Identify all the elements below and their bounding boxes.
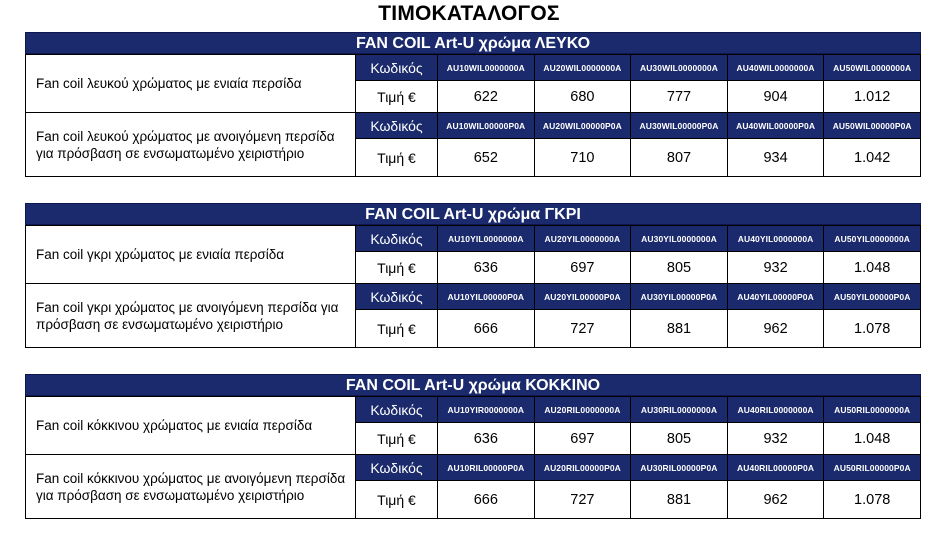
product-price: 962 [727,481,824,519]
table-row [26,284,921,310]
product-code: AU20RIL0000000A [534,397,631,423]
product-price: 697 [534,423,631,455]
product-code: AU40RIL00000P0A [727,455,824,481]
product-code: AU10WIL00000P0A [438,113,535,139]
product-price: 636 [438,423,535,455]
product-price: 636 [438,252,535,284]
product-price: 805 [631,423,728,455]
price-label: Τιμή € [356,310,438,348]
product-description: Fan coil κόκκινου χρώματος με ανοιγόμενη περσίδα για πρόσβαση σε ενσωματωμένο χειριστήριο [26,455,356,519]
product-description: Fan coil γκρι χρώματος με ανοιγόμενη περσίδα για πρόσβαση σε ενσωματωμένο χειριστήριο [26,284,356,348]
section-red [25,374,921,519]
product-code: AU10RIL00000P0A [438,455,535,481]
product-price: 881 [631,310,728,348]
product-code: AU20YIL00000P0A [534,284,631,310]
product-code: AU40YIL0000000A [727,226,824,252]
product-code: AU30WIL0000000A [631,55,728,81]
price-label: Τιμή € [356,423,438,455]
product-code: AU30RIL00000P0A [631,455,728,481]
product-price: 1.078 [824,481,921,519]
section-heading: FAN COIL Art-U χρώμα ΛΕΥΚΟ [25,32,921,54]
table-row [26,113,921,139]
product-price: 932 [727,423,824,455]
price-table [25,396,921,519]
product-code: AU20RIL00000P0A [534,455,631,481]
product-code: AU50YIL00000P0A [824,284,921,310]
section-white [25,32,921,177]
product-code: AU10YIR0000000A [438,397,535,423]
product-description: Fan coil γκρι χρώματος με ενιαία περσίδα [26,226,356,284]
product-price: 932 [727,252,824,284]
code-label: Κωδικός [356,226,438,252]
product-code: AU40YIL00000P0A [727,284,824,310]
section-grey [25,203,921,348]
product-code: AU50WIL00000P0A [824,113,921,139]
product-price: 680 [534,81,631,113]
product-code: AU40WIL0000000A [727,55,824,81]
product-code: AU20WIL00000P0A [534,113,631,139]
code-label: Κωδικός [356,284,438,310]
code-label: Κωδικός [356,55,438,81]
product-code: AU30RIL0000000A [631,397,728,423]
product-price: 666 [438,481,535,519]
product-price: 934 [727,139,824,177]
product-description: Fan coil λευκού χρώματος με ενιαία περσίδα [26,55,356,113]
table-row [26,55,921,81]
table-row [26,455,921,481]
section-heading: FAN COIL Art-U χρώμα ΓΚΡΙ [25,203,921,225]
product-price: 1.048 [824,252,921,284]
product-price: 904 [727,81,824,113]
product-price: 652 [438,139,535,177]
product-code: AU50RIL00000P0A [824,455,921,481]
product-price: 622 [438,81,535,113]
product-code: AU40WIL00000P0A [727,113,824,139]
product-code: AU30YIL0000000A [631,226,728,252]
product-price: 710 [534,139,631,177]
table-row [26,397,921,423]
product-price: 962 [727,310,824,348]
product-price: 807 [631,139,728,177]
price-label: Τιμή € [356,252,438,284]
product-code: AU20YIL0000000A [534,226,631,252]
product-code: AU30WIL00000P0A [631,113,728,139]
price-table [25,225,921,348]
product-price: 1.078 [824,310,921,348]
price-label: Τιμή € [356,139,438,177]
product-code: AU50YIL0000000A [824,226,921,252]
price-label: Τιμή € [356,81,438,113]
product-price: 697 [534,252,631,284]
product-code: AU10YIL00000P0A [438,284,535,310]
price-label: Τιμή € [356,481,438,519]
section-heading: FAN COIL Art-U χρώμα ΚΟΚΚΙΝΟ [25,374,921,396]
product-price: 727 [534,481,631,519]
product-price: 881 [631,481,728,519]
product-code: AU40RIL0000000A [727,397,824,423]
code-label: Κωδικός [356,397,438,423]
product-code: AU50WIL0000000A [824,55,921,81]
code-label: Κωδικός [356,455,438,481]
page-title: ΤΙΜΟΚΑΤΑΛΟΓΟΣ [378,2,560,25]
product-price: 777 [631,81,728,113]
product-price: 805 [631,252,728,284]
product-code: AU10WIL0000000A [438,55,535,81]
product-price: 727 [534,310,631,348]
product-price: 666 [438,310,535,348]
product-price: 1.042 [824,139,921,177]
product-code: AU30YIL00000P0A [631,284,728,310]
product-code: AU20WIL0000000A [534,55,631,81]
product-description: Fan coil λευκού χρώματος με ανοιγόμενη περσίδα για πρόσβαση σε ενσωματωμένο χειριστήριο [26,113,356,177]
product-price: 1.048 [824,423,921,455]
table-row [26,226,921,252]
product-code: AU10YIL0000000A [438,226,535,252]
product-price: 1.012 [824,81,921,113]
price-table [25,54,921,177]
product-code: AU50RIL0000000A [824,397,921,423]
code-label: Κωδικός [356,113,438,139]
product-description: Fan coil κόκκινου χρώματος με ενιαία περσίδα [26,397,356,455]
